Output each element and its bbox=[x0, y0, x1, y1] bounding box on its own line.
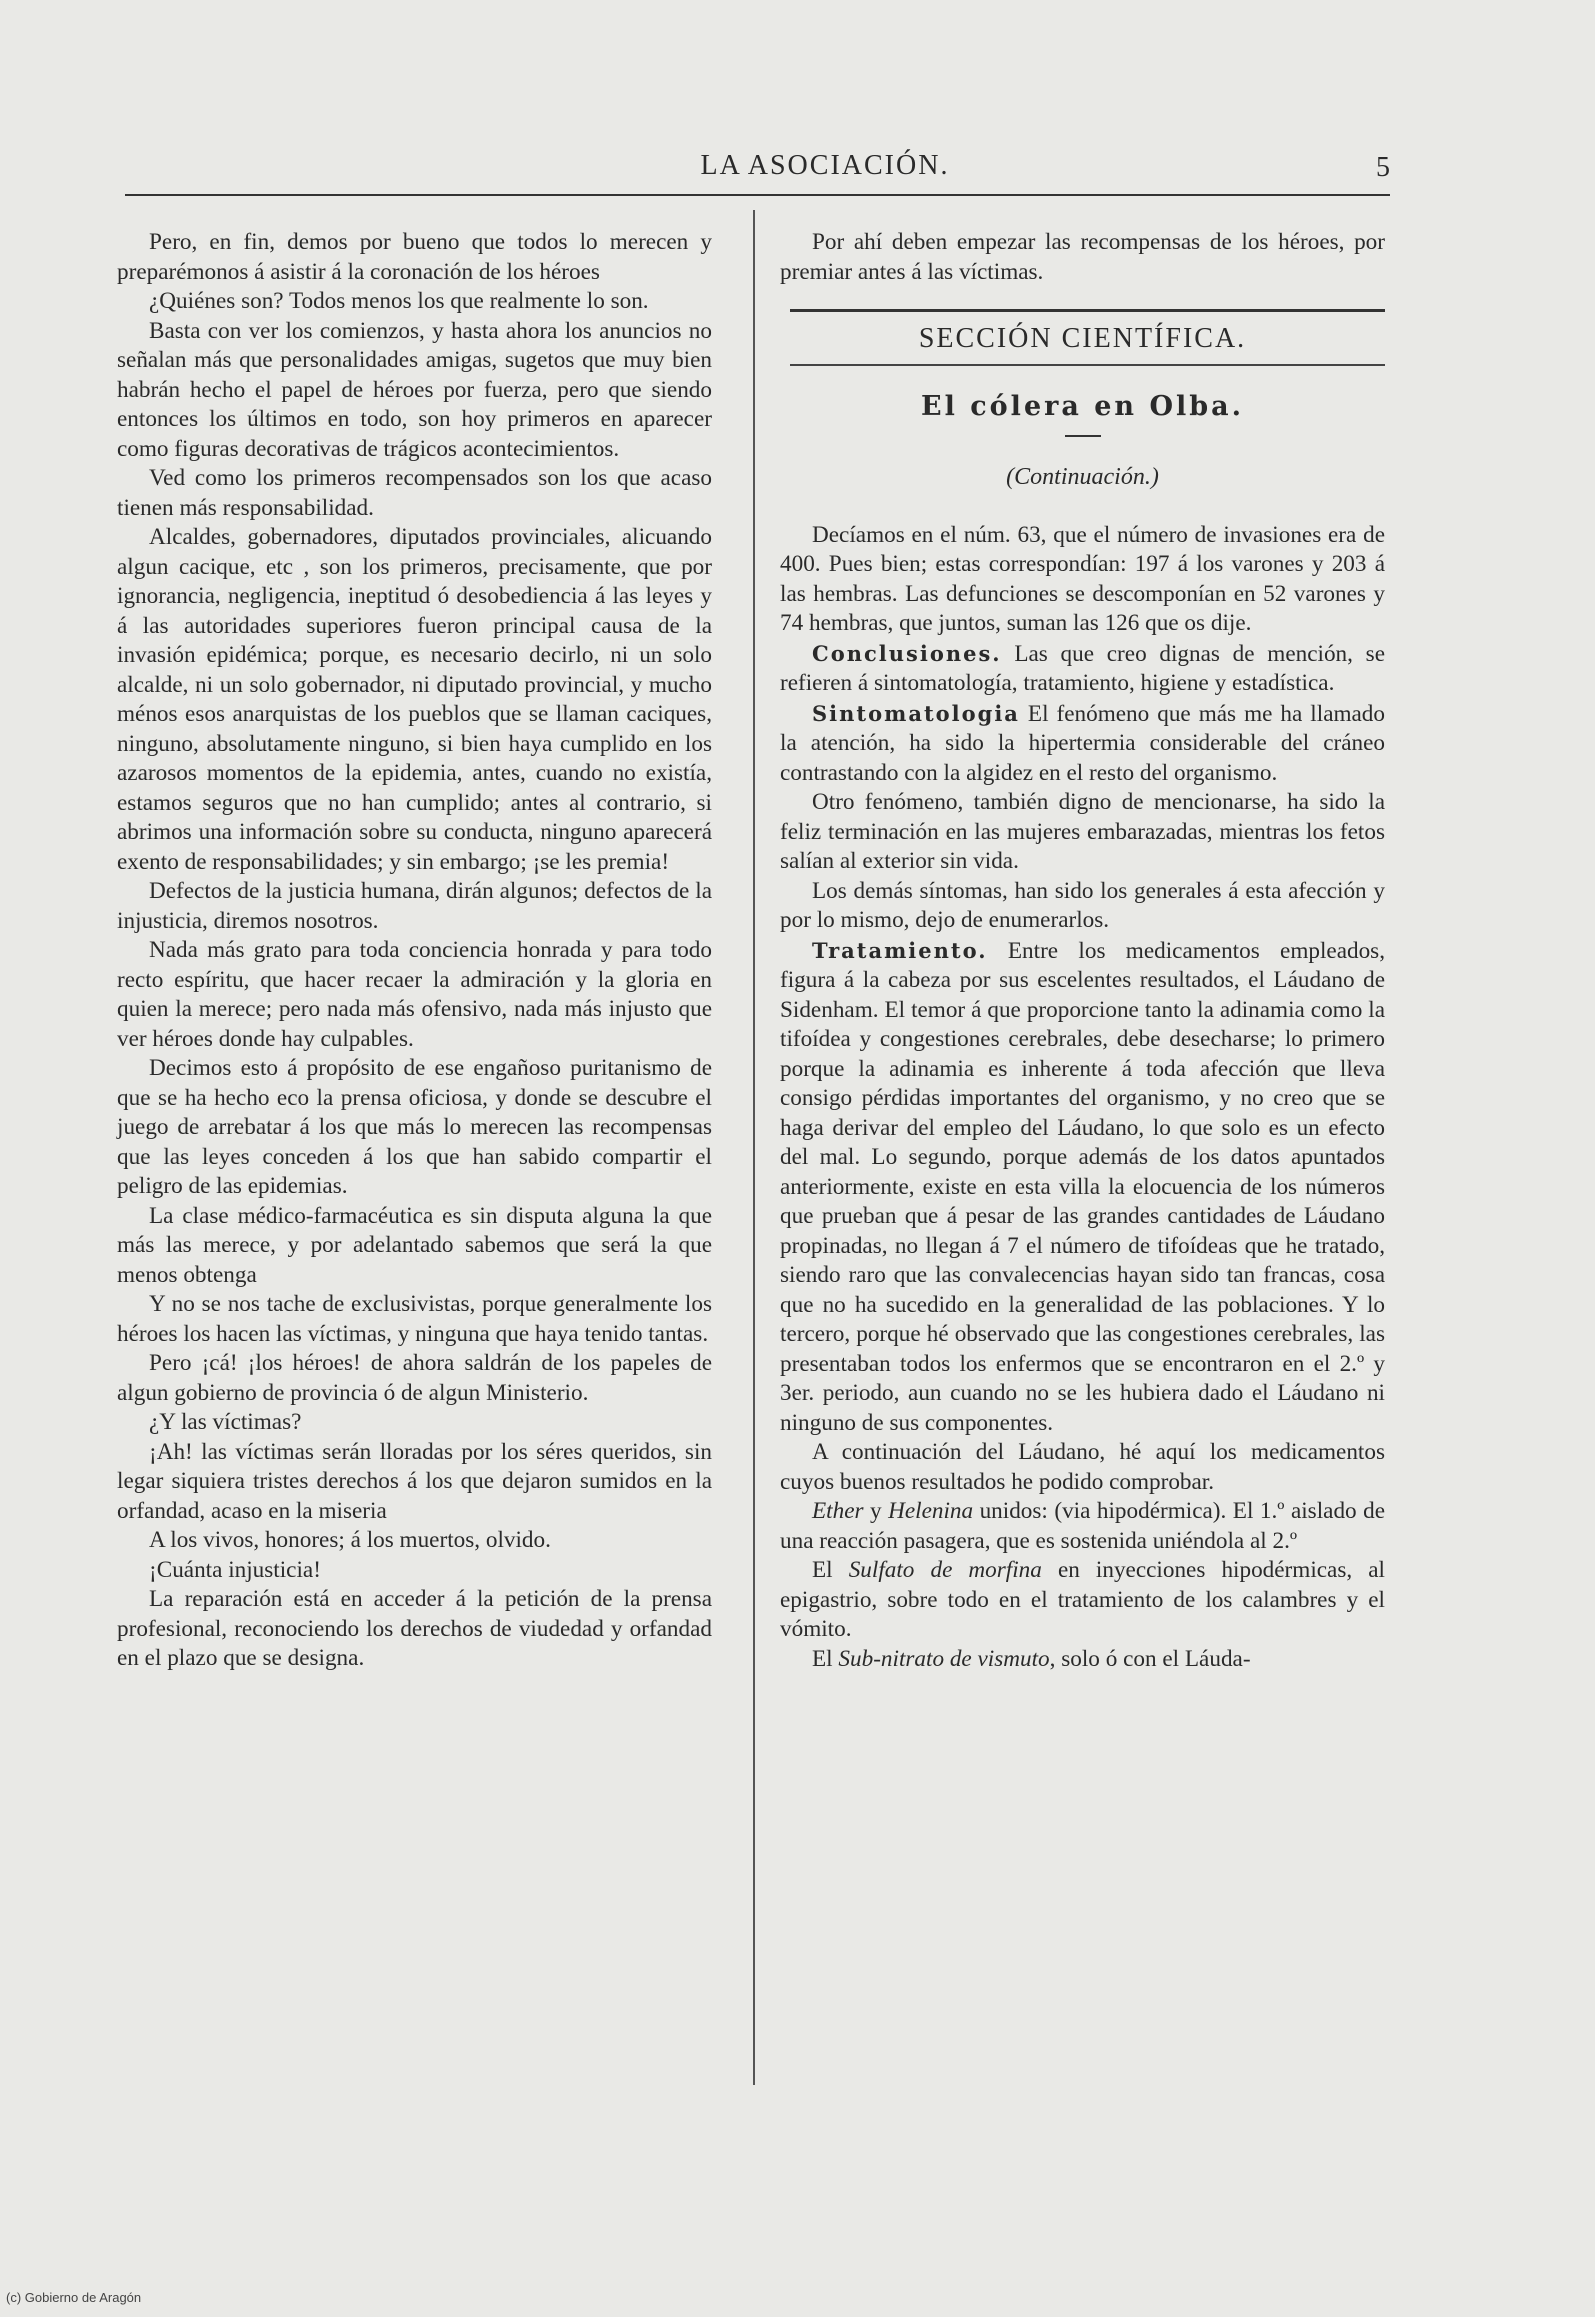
paragraph-conclusiones bbox=[780, 639, 1385, 699]
paragraph-text: El fenómeno que más me ha llamado la atención, ha sido la hipertermia considerable del cráneo contrastando con la algidez en el resto del organismo. bbox=[780, 700, 1385, 786]
paragraph: Los demás síntomas, han sido los generales á esta afección y por lo mismo, dejo de enumerarlos. bbox=[780, 877, 1385, 933]
paragraph: ¿Y las víctimas? bbox=[149, 1409, 302, 1435]
section-header bbox=[780, 309, 1385, 366]
left-column bbox=[117, 228, 712, 1674]
paragraph: Defectos de la justicia humana, dirán algunos; defectos de la injusticia, diremos nosotros. bbox=[117, 878, 712, 934]
paragraph: Pero, en fin, demos por bueno que todos lo merecen y preparémonos á asistir á la coronación de los héroes bbox=[117, 229, 712, 285]
paragraph-vismuto bbox=[780, 1645, 1385, 1675]
header-rule bbox=[125, 194, 1390, 196]
paragraph: ¡Cuánta injusticia! bbox=[149, 1556, 321, 1583]
drug-name: Sub-nitrato de vismuto bbox=[838, 1645, 1050, 1672]
paragraph: La clase médico-farmacéutica es sin disputa alguna la que más las merece, y por adelantado sabemos que será la que menos obtenga bbox=[117, 1202, 712, 1288]
paragraph: Otro fenómeno, también digno de mencionarse, ha sido la feliz terminación en las mujeres embarazadas, mientras los fetos salían al exterior sin vida. bbox=[780, 789, 1385, 874]
paragraph: Pero ¡cá! ¡los héroes! de ahora saldrán de los papeles de algun gobierno de provincia ó de algun Ministerio. bbox=[117, 1350, 712, 1406]
paragraph: ¿Quiénes son? Todos menos los que realmente lo son. bbox=[149, 288, 649, 314]
article-title: El cólera en Olba. bbox=[921, 390, 1244, 422]
drug-name: Ether bbox=[812, 1498, 864, 1524]
paragraph-sintomatologia bbox=[780, 699, 1385, 789]
right-column bbox=[780, 228, 1385, 1674]
drug-name: Sulfato de morfina bbox=[848, 1557, 1042, 1583]
paragraph-text: Las que creo dignas de mención, se refieren á sintomatología, tratamiento, higiene y estadística. bbox=[780, 640, 1385, 696]
paragraph: Ved como los primeros recompensados son los que acaso tienen más responsabilidad. bbox=[117, 465, 712, 521]
page-number: 5 bbox=[1376, 152, 1390, 183]
paragraph-text: El bbox=[812, 1645, 839, 1672]
paragraph: ¡Ah! las víctimas serán lloradas por los séres queridos, sin legar siquiera tristes derechos á los que dejaron sumidos en la orfandad, acaso en la miseria bbox=[117, 1438, 712, 1524]
column-divider bbox=[753, 210, 755, 2085]
paragraph-text: , solo ó con el Láuda- bbox=[1049, 1645, 1251, 1672]
paragraph-morfina bbox=[780, 1556, 1385, 1645]
paragraph-text: en inyecciones hipodérmicas, al epigastrio, sobre todo en el tratamiento de los calambres y el vómito. bbox=[780, 1557, 1385, 1642]
continuation-note: (Continuación.) bbox=[1006, 464, 1159, 490]
paragraph-ether bbox=[780, 1497, 1385, 1556]
footer-credit: (c) Gobierno de Aragón bbox=[6, 2290, 142, 2305]
paragraph: Nada más grato para toda conciencia honrada y para todo recto espíritu, que hacer recaer la admiración y la gloria en quien la merece; pero nada más ofensivo, nada más injusto que ver héroes donde hay culpables. bbox=[117, 937, 712, 1052]
paragraph: Decimos esto á propósito de ese engañoso puritanismo de que se ha hecho eco la prensa oficiosa, y donde se descubre el juego de arrebatar á los que más lo merecen las recompensas que las leyes conceden á los que han sabido compartir el peligro de las epidemias. bbox=[117, 1055, 712, 1199]
paragraph: Basta con ver los comienzos, y hasta ahora los anuncios no señalan más que personalidades amigas, sugetos que muy bien habrán hecho el papel de héroes por fuerza, pero que siendo entonces los últimos en todo, son hoy primeros en aparecer como figuras decorativas de trágicos acontecimientos. bbox=[117, 317, 712, 462]
paragraph-tratamiento bbox=[780, 936, 1385, 1439]
page-header bbox=[125, 150, 1390, 190]
paragraph-text: El bbox=[812, 1557, 849, 1583]
title-rule bbox=[1065, 435, 1101, 437]
paragraph: Y no se nos tache de exclusivistas, porque generalmente los héroes los hacen las víctimas, y ninguna que haya tenido tantas. bbox=[117, 1291, 712, 1347]
paragraph: A los vivos, honores; á los muertos, olvido. bbox=[149, 1527, 551, 1553]
subhead-sintomatologia: Sintomatologia bbox=[812, 700, 1020, 726]
running-title: LA ASOCIACIÓN. bbox=[700, 150, 950, 181]
section-rule-bottom bbox=[790, 364, 1385, 366]
subhead-conclusiones: Conclusiones. bbox=[812, 640, 1002, 666]
intro-paragraph: Por ahí deben empezar las recompensas de los héroes, por premiar antes á las víctimas. bbox=[780, 229, 1385, 285]
paragraph-text: Entre los medicamentos empleados, figura á la cabeza por sus escelentes resultados, el Láudano de Sidenham. El temor á que proporcione tanto la adinamia como la tifoídea y congestiones cerebrales, debe desecharse; lo primero porque la adinamia es inherente á toda afección que lleva consigo pérdidas importantes del organismo, y no creo que se haga derivar del empleo del Láudano, lo que solo es un efecto del mal. Lo segundo, porque además de los datos apuntados anteriormente, existe en esta villa la elocuencia de los números que prueban que á pesar de las grandes cantidades de Láudano propinadas, no llegan á 7 el número de tifoídeas que he tratado, siendo raro que las convalecencias hayan sido tan francas, cosa que no ha sucedido en la generalidad de las poblaciones. Y lo tercero, porque hé observado que las congestiones cerebrales, las presentaban todos los enfermos que se encontraron en el 2.º y 3er. periodo, aun cuando no se les hubiera dado el Láudano ni ninguno de sus componentes. bbox=[780, 937, 1385, 1436]
paragraph: La reparación está en acceder á la petición de la prensa profesional, reconociendo los derechos de viudedad y orfandad en el plazo que se designa. bbox=[117, 1586, 712, 1671]
subhead-tratamiento: Tratamiento. bbox=[812, 937, 988, 963]
paragraph: Alcaldes, gobernadores, diputados provinciales, alicuando algun cacique, etc , son los primeros, precisamente, que por ignorancia, negligencia, ineptitud ó desobediencia á las leyes y á las autoridades superiores fueron principal causa de la invasión epidémica; porque, es necesario decirlo, ni un solo alcalde, ni un solo gobernador, ni diputado provincial, y mucho ménos esos anarquistas de los pueblos que se llaman caciques, ninguno, absolutamente ninguno, si bien haya cumplido en los azarosos momentos de la epidemia, antes, cuando no existía, estamos seguros que no han cumplido; antes al contrario, si abrimos una información sobre su conducta, ninguno aparecerá exento de responsabilidades; y sin embargo; ¡se les premia! bbox=[117, 524, 712, 875]
paragraph: A continuación del Láudano, hé aquí los medicamentos cuyos buenos resultados he podido comprobar. bbox=[780, 1439, 1385, 1495]
section-title: SECCIÓN CIENTÍFICA. bbox=[918, 323, 1247, 354]
drug-name: Helenina bbox=[888, 1498, 974, 1524]
paragraph-text: unidos: (via hipodérmica). El 1.º aislado de una reacción pasagera, que es sostenida uniéndola al 2.º bbox=[780, 1498, 1386, 1554]
paragraph-text: y bbox=[863, 1498, 889, 1524]
paragraph: Decíamos en el núm. 63, que el número de invasiones era de 400. Pues bien; estas correspondían: 197 á los varones y 203 á las hembras. Las defunciones se descomponían en 52 varones y 74 hembras, que juntos, suman las 126 que os dije. bbox=[780, 521, 1385, 636]
